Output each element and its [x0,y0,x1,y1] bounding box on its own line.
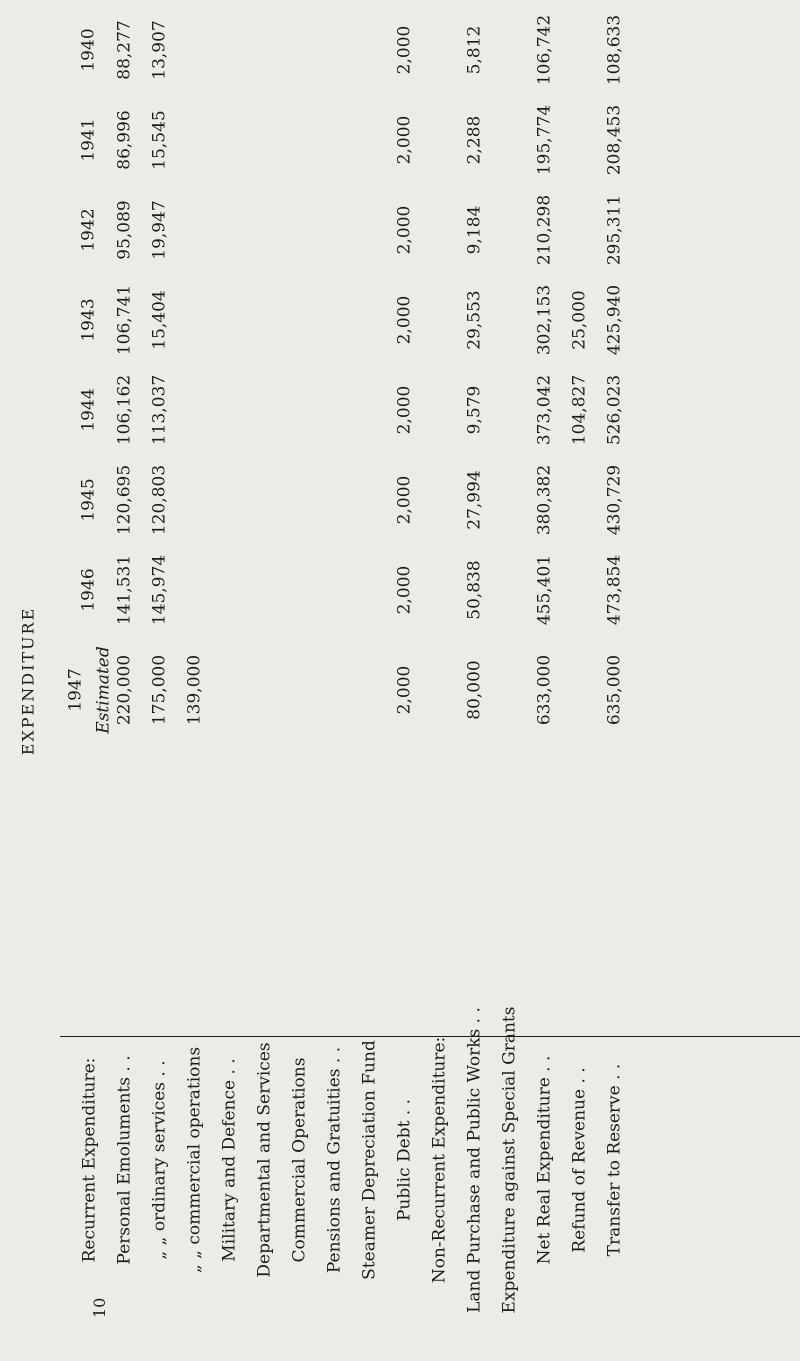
cell-debt-1947: 2,000 [394,665,415,715]
cell-land-1947: 80,000 [464,660,485,720]
cell-net-1940: 106,742 [534,14,555,86]
cell-net-1946: 455,401 [534,554,555,626]
cell-personal-1944: 106,162 [114,374,135,446]
row-label-public-debt: Public Debt . . [394,1098,415,1222]
cell-land-1942: 9,184 [464,205,485,255]
row-label-pensions: Pensions and Gratuities . . [324,1046,345,1274]
year-1945: 1945 [78,478,99,522]
cell-personal-1946: 141,531 [114,554,135,626]
cell-ordinary-1945: 120,803 [149,464,170,536]
cell-personal-1945: 120,695 [114,464,135,536]
row-label-refund: Refund of Revenue . . [569,1067,590,1253]
cell-debt-1942: 2,000 [394,205,415,255]
cell-net-1941: 195,774 [534,104,555,176]
cell-ordinary-1941: 15,545 [149,110,170,170]
cell-debt-1946: 2,000 [394,565,415,615]
cell-transfer-1945: 430,729 [604,464,625,536]
cell-land-1944: 9,579 [464,385,485,435]
year-1942: 1942 [78,208,99,252]
cell-ordinary-1944: 113,037 [149,374,170,446]
row-label-commercial-operations: „ „ commercial operations [184,1046,205,1274]
year-1940: 1940 [78,28,99,72]
cell-net-1947: 633,000 [534,654,555,726]
row-label-recurrent: Recurrent Expenditure: [79,1057,100,1263]
year-1941: 1941 [78,118,99,162]
cell-transfer-1947: 635,000 [604,654,625,726]
cell-transfer-1942: 295,311 [604,194,625,266]
year-1946: 1946 [78,568,99,612]
cell-personal-1943: 106,741 [114,284,135,356]
cell-transfer-1943: 425,940 [604,284,625,356]
cell-land-1941: 2,288 [464,115,485,165]
cell-personal-1940: 88,277 [114,20,135,80]
cell-net-1945: 380,382 [534,464,555,536]
year-1947: 1947 [65,668,86,712]
cell-land-1940: 5,812 [464,25,485,75]
side-header [8,0,48,1361]
cell-debt-1941: 2,000 [394,115,415,165]
cell-land-1945: 27,994 [464,470,485,530]
row-label-ordinary-services: „ „ ordinary services . . [149,1060,170,1260]
cell-debt-1940: 2,000 [394,25,415,75]
cell-refund-1944: 104,827 [569,374,590,446]
row-label-non-recurrent: Non-Recurrent Expenditure: [429,1036,450,1284]
page-number: 10 [90,1297,109,1318]
cell-transfer-1944: 526,023 [604,374,625,446]
cell-net-1943: 302,153 [534,284,555,356]
cell-personal-1942: 95,089 [114,200,135,260]
side-header-text: EXPENDITURE [18,606,38,755]
row-label-net-real: Net Real Expenditure . . [534,1055,555,1265]
cell-commercial-1947: 139,000 [184,654,205,726]
cell-personal-1947: 220,000 [114,654,135,726]
cell-ordinary-1946: 145,974 [149,554,170,626]
row-label-special-grants: Expenditure against Special Grants [499,1006,520,1314]
cell-land-1943: 29,553 [464,290,485,350]
cell-refund-1943: 25,000 [569,290,590,350]
expenditure-table [60,0,800,1361]
cell-transfer-1941: 208,453 [604,104,625,176]
row-label-transfer: Transfer to Reserve . . [604,1063,625,1257]
cell-land-1946: 50,838 [464,560,485,620]
cell-debt-1945: 2,000 [394,475,415,525]
cell-ordinary-1940: 13,907 [149,20,170,80]
cell-net-1942: 210,298 [534,194,555,266]
row-label-steamer: Steamer Depreciation Fund [359,1040,380,1280]
cell-debt-1943: 2,000 [394,295,415,345]
cell-transfer-1946: 473,854 [604,554,625,626]
year-1947-estimated: Estimated [93,646,114,734]
cell-ordinary-1942: 19,947 [149,200,170,260]
cell-transfer-1940: 108,633 [604,14,625,86]
year-1944: 1944 [78,388,99,432]
cell-net-1944: 373,042 [534,374,555,446]
row-label-commercial-ops: Commercial Operations [289,1057,310,1263]
cell-ordinary-1947: 175,000 [149,654,170,726]
cell-debt-1944: 2,000 [394,385,415,435]
year-1943: 1943 [78,298,99,342]
row-label-military: Military and Defence . . [219,1058,240,1262]
cell-ordinary-1943: 15,404 [149,290,170,350]
row-label-personal-emoluments: Personal Emoluments . . [114,1055,135,1265]
row-label-departmental: Departmental and Services [254,1042,275,1278]
cell-personal-1941: 86,996 [114,110,135,170]
row-label-land-purchase: Land Purchase and Public Works . . [464,1007,485,1313]
